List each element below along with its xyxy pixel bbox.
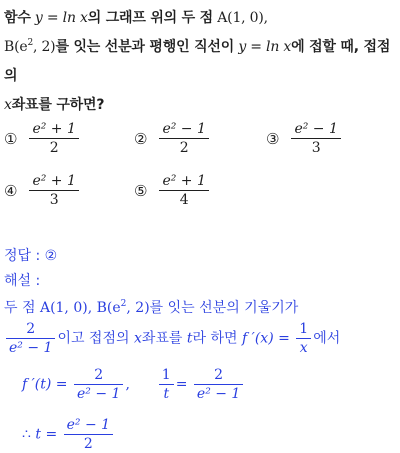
choice-mark: ①	[4, 129, 18, 148]
point-b-exp: 2	[120, 299, 127, 309]
fraction-numerator: e² + 1	[162, 173, 206, 189]
choice-5[interactable]	[134, 174, 211, 207]
derivative-expression: f ′(x) =	[242, 330, 290, 347]
fraction-numerator: e² + 1	[32, 121, 76, 137]
answer-line	[4, 245, 57, 265]
solution-text: 좌표를	[141, 330, 183, 347]
question-part: 의 그래프 위의 두 점	[87, 10, 213, 26]
choice-mark: ②	[134, 129, 148, 148]
question-word: 함수	[4, 10, 31, 26]
point-b	[4, 39, 55, 55]
x-variable: x	[4, 97, 12, 113]
fraction-denominator: 2	[64, 434, 113, 451]
choice-2[interactable]	[134, 122, 211, 155]
derivative-value-fraction	[74, 368, 123, 401]
point-b-text: B(e	[4, 39, 28, 55]
fraction-denominator: t	[159, 384, 174, 401]
choice-1[interactable]	[4, 122, 81, 155]
fraction-denominator: 3	[29, 190, 78, 207]
solution-text: 를 잇는 선분의 기울기가	[149, 300, 299, 316]
equation-ln-2: y = ln x	[238, 39, 292, 55]
slope-fraction	[194, 368, 243, 401]
choice-fraction	[159, 122, 208, 155]
point-a: A(1, 0),	[39, 300, 93, 316]
comma: ,	[125, 376, 130, 393]
choice-fraction	[29, 122, 78, 155]
derivative-expression: f ′(t) =	[22, 376, 68, 393]
question-part: 를 잇는 선분과 평행인 직선이	[55, 39, 235, 55]
point-a: A(1, 0),	[217, 10, 268, 26]
choice-mark: ③	[266, 129, 280, 148]
point-b-text: B(e	[96, 300, 121, 316]
solution-line-2	[4, 322, 340, 355]
question-part: 좌표를 구하면?	[11, 97, 105, 113]
t-variable: t	[186, 330, 193, 347]
point-b-rest: , 2)	[126, 300, 150, 316]
choice-3[interactable]	[266, 122, 343, 155]
fraction-numerator: e² − 1	[66, 417, 111, 433]
x-variable: x	[133, 330, 142, 347]
choice-4[interactable]	[4, 174, 81, 207]
fraction-numerator: 2	[26, 321, 36, 337]
slope-fraction	[6, 322, 55, 355]
choice-fraction	[291, 122, 340, 155]
solution-line-1	[4, 297, 298, 317]
fraction-numerator: 2	[94, 367, 104, 383]
point-b	[97, 300, 150, 316]
fraction-denominator: 4	[159, 190, 208, 207]
fraction-denominator: e² − 1	[194, 384, 243, 401]
fraction-numerator: e² + 1	[32, 173, 76, 189]
fraction-numerator: 2	[214, 367, 224, 383]
choice-mark: ⑤	[134, 181, 148, 200]
solution-line-3	[22, 368, 245, 401]
fraction-denominator: 3	[291, 138, 340, 155]
solution-label: 해설 :	[4, 273, 41, 289]
solution-line-4	[22, 418, 115, 451]
fraction-denominator: x	[296, 338, 311, 355]
t-equals: t =	[35, 426, 58, 443]
choice-fraction	[29, 174, 78, 207]
choice-mark: ④	[4, 181, 18, 200]
question-text	[4, 4, 396, 120]
choice-fraction	[159, 174, 208, 207]
equation-ln: y = ln x	[34, 10, 88, 26]
fraction-numerator: 1	[299, 321, 309, 337]
answer-label: 정답 :	[4, 248, 41, 264]
fraction-denominator: 2	[29, 138, 78, 155]
fraction-denominator: 2	[159, 138, 208, 155]
result-fraction	[64, 418, 113, 451]
fraction-numerator: e² − 1	[294, 121, 338, 137]
solution-text: 두 점	[4, 300, 36, 316]
derivative-fraction	[296, 322, 311, 355]
fraction-numerator: e² − 1	[162, 121, 206, 137]
fraction-numerator: 1	[161, 367, 171, 383]
therefore-symbol: ∴	[22, 426, 31, 443]
question-part: 에 접할 때, 접점의	[4, 39, 391, 84]
answer-value: ②	[44, 248, 58, 264]
equals-sign: =	[175, 376, 188, 393]
solution-text: 에서	[313, 330, 341, 347]
reciprocal-t-fraction	[159, 368, 174, 401]
fraction-denominator: e² − 1	[6, 338, 55, 355]
point-b-rest: , 2)	[32, 39, 56, 55]
solution-text: 라 하면	[192, 330, 238, 347]
fraction-denominator: e² − 1	[74, 384, 123, 401]
solution-text: 이고 접점의	[57, 330, 130, 347]
point-b-exp: 2	[27, 38, 33, 48]
